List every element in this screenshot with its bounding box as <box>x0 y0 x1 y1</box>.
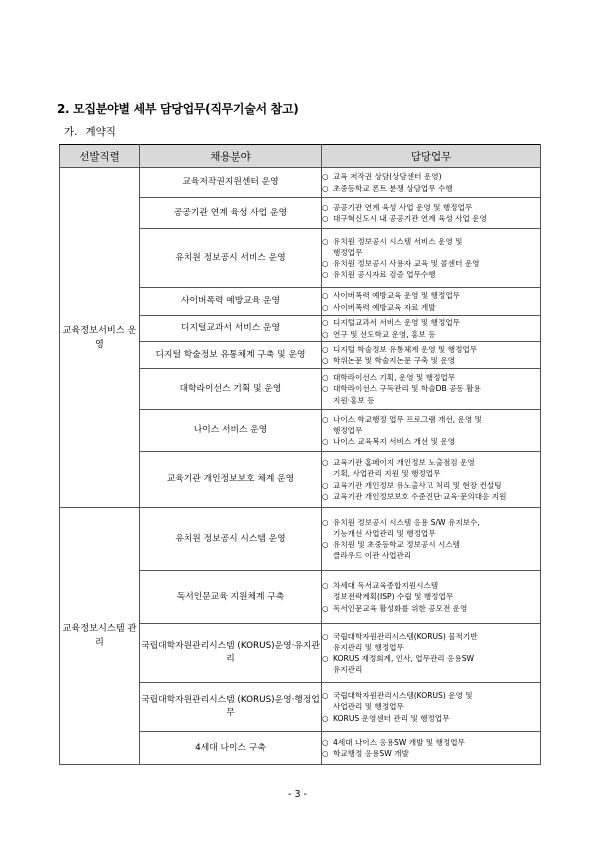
subsection-title: 계약직 <box>85 126 116 138</box>
category-cell: 교육정보서비스 운영 <box>60 168 140 508</box>
field-cell: 디지털 학술정보 유통체계 구축 및 운영 <box>140 342 322 369</box>
table-row <box>60 508 541 571</box>
duty-item <box>322 202 540 213</box>
duty-text: 연구 및 선도학교 운영, 홍보 등 <box>333 329 436 339</box>
duty-item <box>322 737 540 748</box>
duty-item <box>322 183 540 194</box>
duty-text: 유지관리 <box>333 665 363 675</box>
duty-text: 기능개선 사업관리 및 행정업무 <box>333 528 436 538</box>
duty-item <box>322 468 540 479</box>
duty-item <box>322 713 540 724</box>
duty-text: 교육기관 개인정보보호 수준진단·교육·문의대응 지원 <box>333 491 507 501</box>
duty-item <box>322 329 540 340</box>
subsection-marker: 가. <box>64 126 78 138</box>
bullet-circle-icon: ○ <box>322 384 329 394</box>
bullet-circle-icon: ○ <box>322 373 329 383</box>
duty-item <box>322 425 540 436</box>
duty-item <box>322 591 540 602</box>
duty-item <box>322 664 540 675</box>
duty-item <box>322 603 540 614</box>
duty-text: 기획, 사업관리 지원 및 행정업무 <box>333 469 441 479</box>
duties-cell <box>322 342 541 369</box>
duty-text: 유치원 정보공시 시스템 응용 S/W 유지보수, <box>333 517 480 527</box>
duties-cell <box>322 571 541 624</box>
subsection-heading <box>64 124 124 139</box>
duties-cell <box>322 732 541 765</box>
duty-item <box>322 372 540 383</box>
duty-text: 국립대학자원관리시스템(KORUS) 물적기반 <box>333 631 478 641</box>
duty-text: KORUS 재정회계, 인사, 업무관리 응용SW <box>333 654 475 663</box>
duty-item <box>322 748 540 759</box>
duties-cell <box>322 369 541 410</box>
field-cell: 공공기관 연계 육성 사업 운영 <box>140 198 322 229</box>
duty-item <box>322 528 540 539</box>
table-row <box>60 168 541 198</box>
duty-text: 대학라이선스 구독관리 및 학술DB 공동 활용 <box>333 384 481 394</box>
bullet-circle-icon: ○ <box>322 318 329 328</box>
duty-text: 유치원 정보공시 시스템 서비스 운영 및 <box>333 236 463 246</box>
category-cell: 교육정보시스템 관리 <box>60 508 140 765</box>
duty-item <box>322 642 540 653</box>
duty-item <box>322 302 540 313</box>
duty-text: 사이버폭력 예방교육 운영 및 행정업무 <box>333 291 461 301</box>
bullet-circle-icon: ○ <box>322 437 329 447</box>
bullet-circle-icon: ○ <box>322 749 329 758</box>
duty-item <box>322 395 540 406</box>
duty-text: 교육기관 개인정보 유노출사고 처리 및 현장 컨설팅 <box>333 480 502 490</box>
field-cell: 4세대 나이스 구축 <box>140 732 322 765</box>
field-cell: 국립대학자원관리시스템 (KORUS)운영·유지관리 <box>140 624 322 683</box>
duties-cell <box>322 508 541 571</box>
duties-cell <box>322 168 541 198</box>
field-cell: 대학라이선스 기획 및 운영 <box>140 369 322 410</box>
duty-text: 나이스 학교행정 업무 프로그램 개선, 운영 및 <box>333 414 482 424</box>
duty-text: 유치원 공시자료 검증 업무수행 <box>333 270 436 280</box>
field-cell: 사이버폭력 예방교육 운영 <box>140 288 322 316</box>
duty-text: 사업관리 및 행정업무 <box>333 702 404 712</box>
duty-text: 국립대학자원관리시스템(KORUS) 운영 및 <box>333 691 473 701</box>
duty-item <box>322 269 540 280</box>
bullet-circle-icon: ○ <box>322 236 329 246</box>
bullet-circle-icon: ○ <box>322 329 329 339</box>
duty-item <box>322 517 540 528</box>
bullet-circle-icon: ○ <box>322 654 329 663</box>
duty-item <box>322 247 540 258</box>
duty-item <box>322 171 540 182</box>
duty-item <box>322 355 540 366</box>
field-cell: 국립대학자원관리시스템 (KORUS)운영·행정업무 <box>140 683 322 732</box>
duty-text: 학교행정 응용SW 개발 <box>333 749 409 758</box>
duty-item <box>322 550 540 561</box>
duty-item <box>322 653 540 664</box>
bullet-circle-icon: ○ <box>322 202 329 212</box>
duty-item <box>322 580 540 591</box>
bullet-circle-icon: ○ <box>322 491 329 501</box>
bullet-circle-icon: ○ <box>322 691 329 701</box>
duty-text: 4세대 나이스 응용SW 개발 및 행정업무 <box>333 737 465 747</box>
duties-cell <box>322 452 541 508</box>
field-cell: 유치원 정보공시 시스템 운영 <box>140 508 322 571</box>
duties-cell <box>322 229 541 288</box>
field-cell: 나이스 서비스 운영 <box>140 410 322 452</box>
bullet-circle-icon: ○ <box>322 291 329 301</box>
duties-cell <box>322 683 541 732</box>
duty-text: 초중등학교 폰트 분쟁 상담업무 수행 <box>333 183 453 193</box>
bullet-circle-icon: ○ <box>322 302 329 312</box>
duty-text: 유지관리 및 행정업무 <box>333 642 404 652</box>
duty-item <box>322 480 540 491</box>
duty-text: 차세대 독서교육종합지원시스템 <box>333 581 439 591</box>
duty-text: 교육 저작권 상담(상담센터 운영) <box>333 172 442 182</box>
duty-item <box>322 631 540 642</box>
field-cell: 유치원 정보공시 서비스 운영 <box>140 229 322 288</box>
duty-text: 유치원 정보공시 사용자 교육 및 콜센터 운영 <box>333 259 480 268</box>
duty-text: 나이스 교육복지 서비스 개선 및 운영 <box>333 437 456 447</box>
duty-item <box>322 383 540 394</box>
duty-text: 행정업무 <box>333 425 363 435</box>
bullet-circle-icon: ○ <box>322 517 329 527</box>
duty-text: 공공기관 연계 육성 사업 운영 및 행정업무 <box>333 202 473 212</box>
duty-item <box>322 690 540 701</box>
duty-item <box>322 236 540 247</box>
bullet-circle-icon: ○ <box>322 414 329 424</box>
header-field: 채용분야 <box>140 145 322 168</box>
page-number: - 3 - <box>288 789 307 800</box>
duty-item <box>322 491 540 502</box>
duty-item <box>322 290 540 301</box>
field-cell: 교육기관 개인정보보호 체계 운영 <box>140 452 322 508</box>
field-cell: 독서인문교육 지원체계 구축 <box>140 571 322 624</box>
bullet-circle-icon: ○ <box>322 540 329 549</box>
duty-item <box>322 457 540 468</box>
bullet-circle-icon: ○ <box>322 344 329 354</box>
bullet-circle-icon: ○ <box>322 356 329 365</box>
header-duties: 담당업무 <box>322 145 541 168</box>
field-cell: 교육저작권지원센터 운영 <box>140 168 322 198</box>
duty-text: 독서인문교육 활성화를 위한 공모전 운영 <box>333 603 468 613</box>
duty-text: 대구혁신도시 내 공공기관 연계 육성 사업 운영 <box>333 214 487 223</box>
bullet-circle-icon: ○ <box>322 259 329 268</box>
bullet-circle-icon: ○ <box>322 270 329 280</box>
duty-item <box>322 539 540 550</box>
duty-text: 학위논문 및 학술지논문 구축 및 운영 <box>333 356 456 365</box>
duty-text: 행정업무 <box>333 247 363 257</box>
bullet-circle-icon: ○ <box>322 480 329 490</box>
field-cell: 디지털교과서 서비스 운영 <box>140 316 322 342</box>
duty-item <box>322 701 540 712</box>
bullet-circle-icon: ○ <box>322 603 329 613</box>
duty-text: 디지털교과서 서비스 운영 및 행정업무 <box>333 318 461 328</box>
bullet-circle-icon: ○ <box>322 214 329 223</box>
section-heading: 2. 모집분야별 세부 담당업무(직무기술서 참고) <box>57 102 299 116</box>
duty-text: 정보전략계획(ISP) 수립 및 행정업무 <box>333 592 454 602</box>
duty-text: 대학라이선스 기획, 운영 및 행정업무 <box>333 373 456 383</box>
duties-cell <box>322 410 541 452</box>
duty-text: KORUS 운영센터 관리 및 행정업무 <box>333 713 450 723</box>
table-header-row <box>60 145 541 168</box>
duty-text: 교육기관 홈페이지 개인정보 노출점검 운영 <box>333 458 475 468</box>
bullet-circle-icon: ○ <box>322 183 329 193</box>
bullet-circle-icon: ○ <box>322 713 329 723</box>
duty-item <box>322 317 540 328</box>
duty-text: 사이버폭력 예방교육 자료 개발 <box>333 302 436 312</box>
bullet-circle-icon: ○ <box>322 737 329 747</box>
duties-cell <box>322 624 541 683</box>
duty-item <box>322 436 540 447</box>
duty-item <box>322 344 540 355</box>
duty-item <box>322 414 540 425</box>
bullet-circle-icon: ○ <box>322 458 329 468</box>
duty-text: 디지털 학술정보 유통체계 운영 및 행정업무 <box>333 344 478 354</box>
duty-item <box>322 258 540 269</box>
header-category: 선발직렬 <box>60 145 140 168</box>
duty-text: 클라우드 이관 사업관리 <box>333 551 412 561</box>
job-duties-table <box>59 144 541 765</box>
duty-text: 지원·홍보 등 <box>333 395 375 405</box>
bullet-circle-icon: ○ <box>322 631 329 641</box>
duty-text: 유치원 및 초중등학교 정보공시 시스템 <box>333 540 461 549</box>
bullet-circle-icon: ○ <box>322 172 329 182</box>
duty-item <box>322 213 540 224</box>
duties-cell <box>322 198 541 229</box>
duties-cell <box>322 316 541 342</box>
duties-cell <box>322 288 541 316</box>
bullet-circle-icon: ○ <box>322 581 329 591</box>
